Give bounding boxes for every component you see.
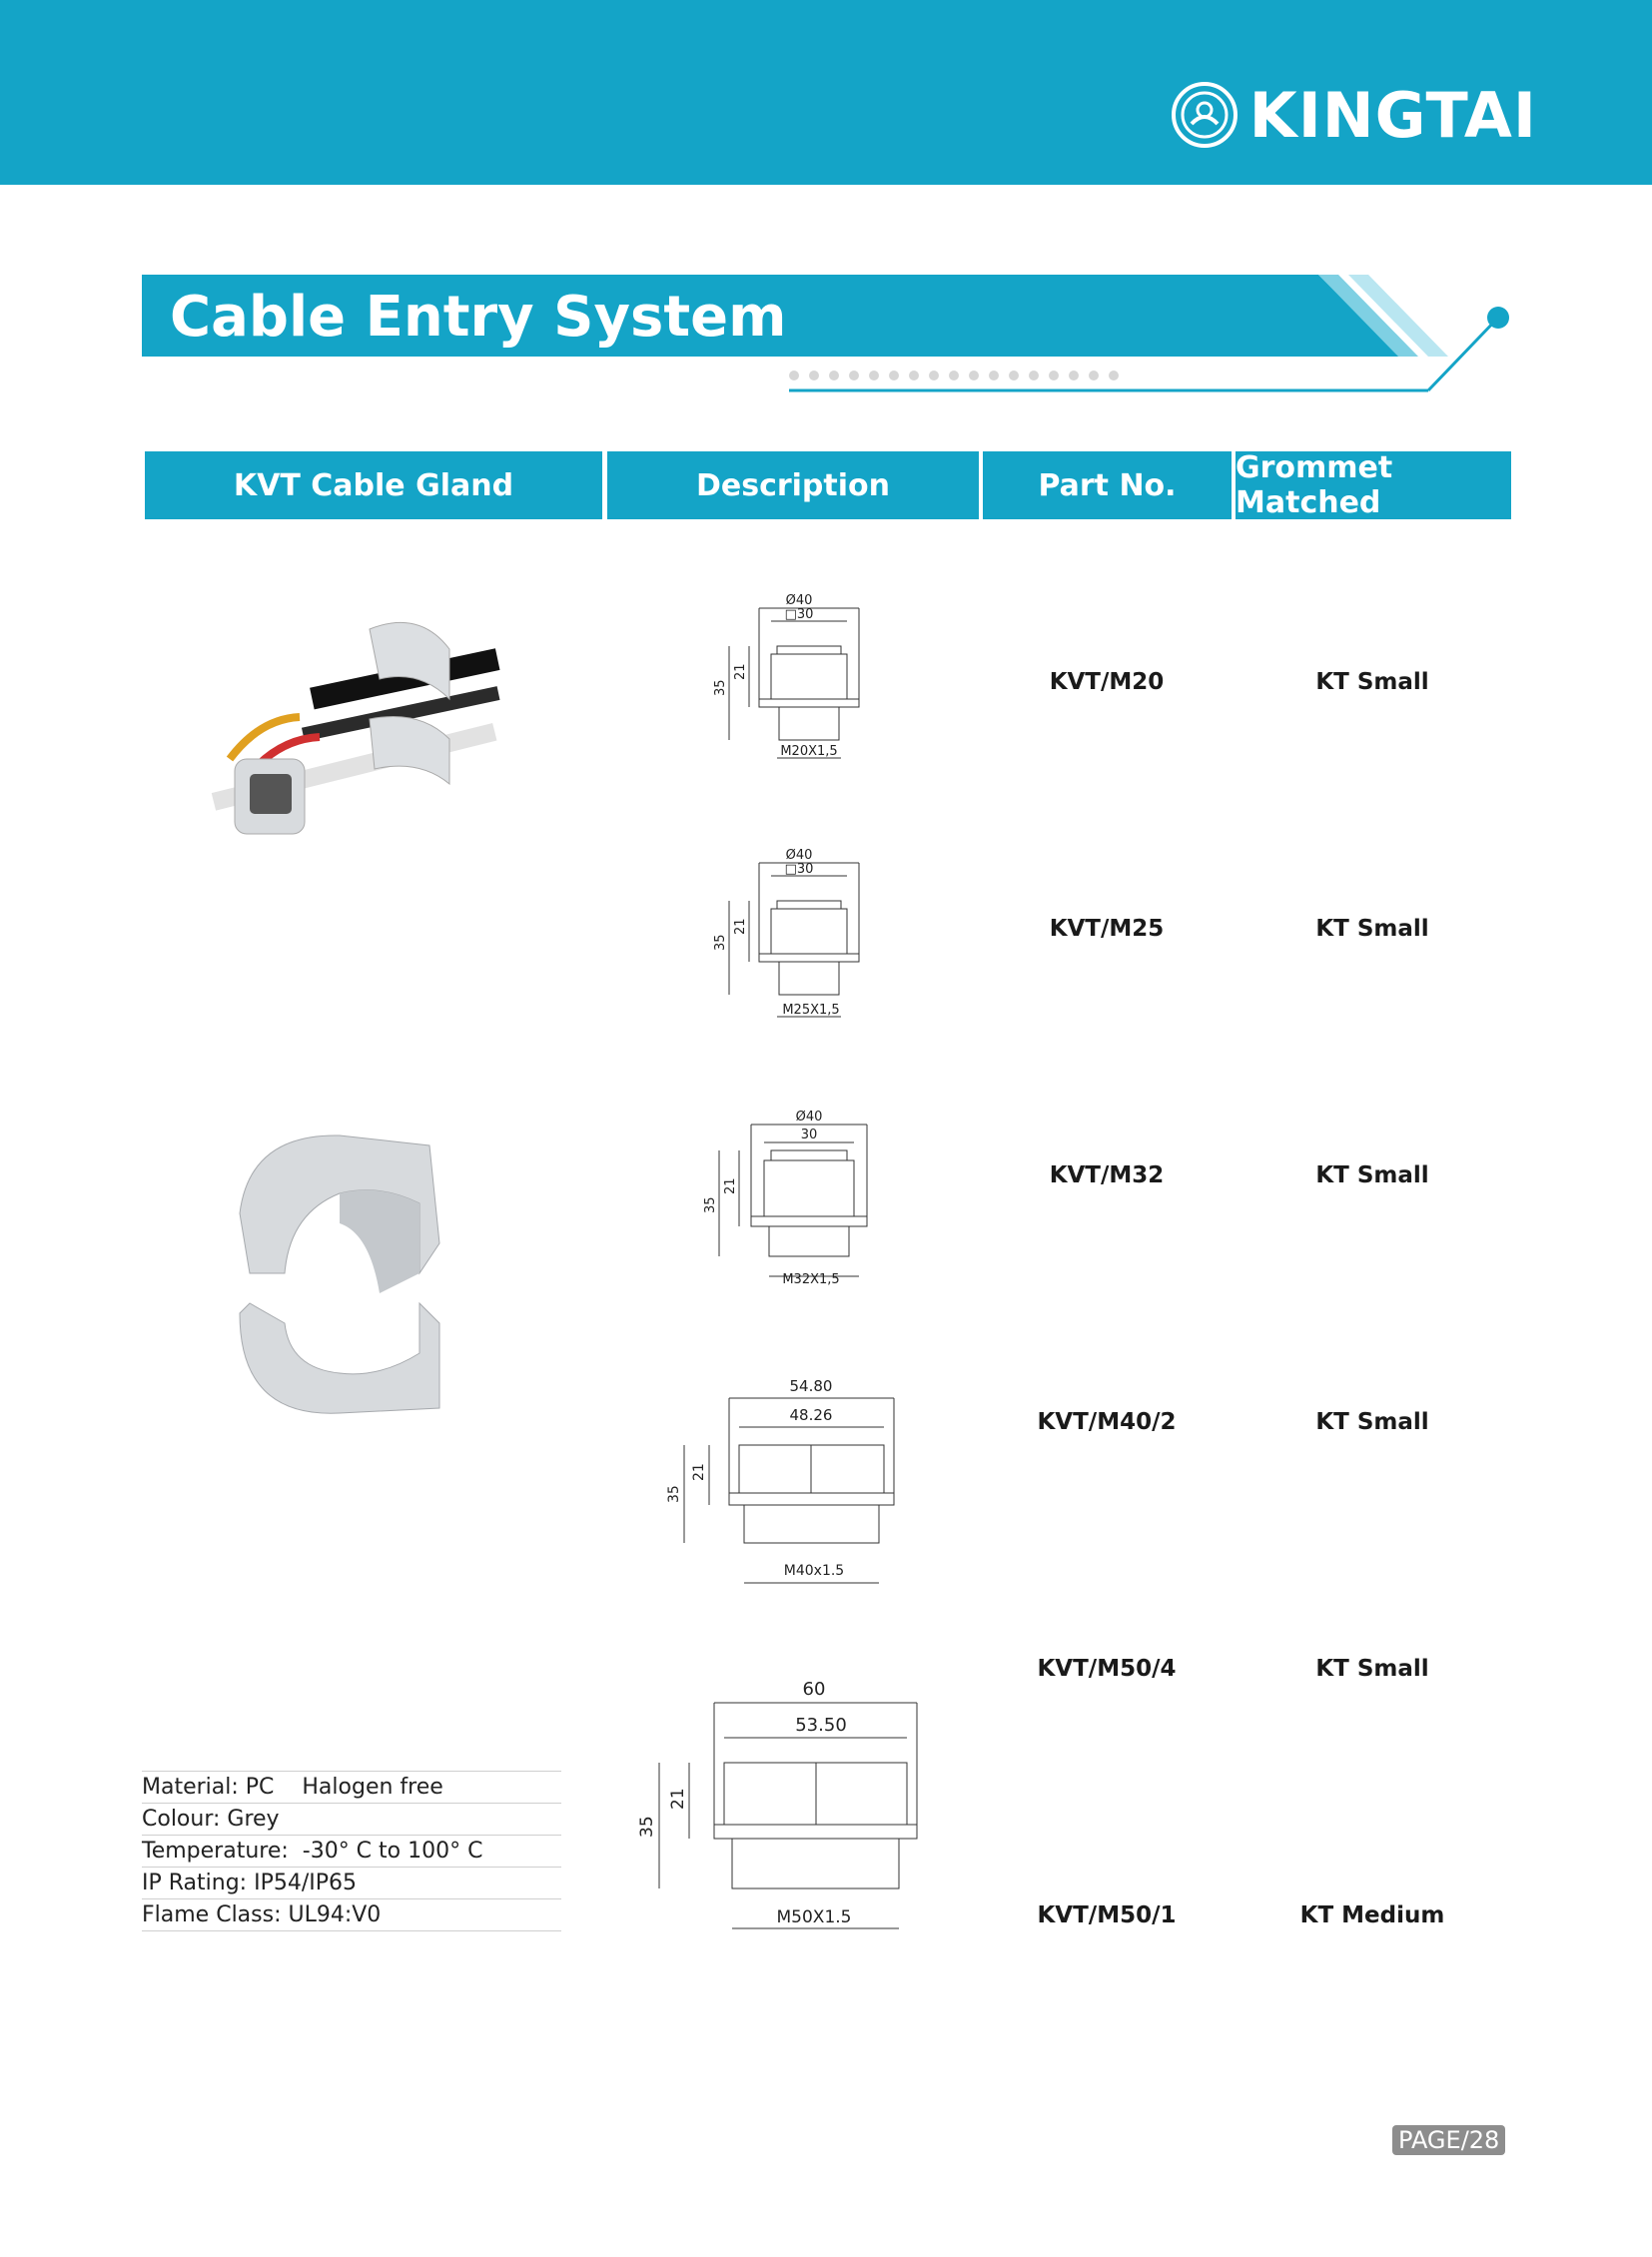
part-no-m50-1: KVT/M50/1 — [1037, 1902, 1177, 1928]
grommet-m20: KT Small — [1315, 669, 1429, 695]
drawing-m50-outer: 60 — [802, 1679, 826, 1700]
drawing-m20-step: 21 — [733, 663, 748, 680]
drawing-m40 — [654, 1373, 914, 1593]
column-header-description: Description — [607, 451, 979, 519]
page-number-badge: PAGE/28 — [1392, 2125, 1505, 2155]
drawing-m20-inner: □30 — [784, 607, 814, 622]
grommet-m50-1: KT Medium — [1299, 1902, 1445, 1928]
drawing-m20 — [699, 584, 899, 774]
drawing-m40-height: 35 — [666, 1485, 682, 1503]
part-no-m20: KVT/M20 — [1049, 669, 1165, 695]
drawing-m25-inner: □30 — [784, 862, 814, 877]
drawing-m50-height: 35 — [637, 1816, 657, 1838]
part-no-m32: KVT/M32 — [1049, 1162, 1165, 1188]
brand-name: KINGTAI — [1248, 78, 1537, 152]
drawing-m20-outer: Ø40 — [785, 593, 813, 608]
kingtai-logo-icon — [1170, 80, 1239, 150]
drawing-m25 — [699, 839, 899, 1029]
brand-logo — [1170, 75, 1537, 155]
spec-material: Material: PC Halogen free — [142, 1771, 561, 1804]
drawing-m50-thread: M50X1.5 — [776, 1907, 852, 1927]
drawing-m50-inner: 53.50 — [795, 1715, 847, 1736]
drawing-m25-height: 35 — [713, 934, 728, 951]
drawing-m25-thread: M25X1,5 — [782, 1003, 840, 1018]
drawing-m25-step: 21 — [733, 918, 748, 935]
drawing-m32 — [689, 1099, 899, 1288]
drawing-m20-height: 35 — [713, 679, 728, 696]
spec-colour: Colour: Grey — [142, 1804, 561, 1836]
header-bar — [0, 0, 1652, 185]
column-header-part-no: Part No. — [983, 451, 1232, 519]
drawing-m32-inner: 30 — [800, 1128, 818, 1142]
drawing-m40-outer: 54.80 — [789, 1377, 833, 1395]
part-no-m50-4: KVT/M50/4 — [1037, 1656, 1177, 1682]
cable-gland-photo — [190, 609, 509, 849]
drawing-m40-step: 21 — [691, 1463, 707, 1481]
grommet-m50-4: KT Small — [1315, 1656, 1429, 1682]
grommet-m32: KT Small — [1315, 1162, 1429, 1188]
spec-list — [142, 1771, 561, 1931]
drawing-m40-thread: M40x1.5 — [783, 1563, 845, 1579]
drawing-m32-outer: Ø40 — [795, 1110, 823, 1125]
drawing-m32-thread: M32X1,5 — [782, 1272, 840, 1287]
column-header-cable-gland: KVT Cable Gland — [145, 451, 602, 519]
spec-flame-class: Flame Class: UL94:V0 — [142, 1899, 561, 1931]
spec-temperature: Temperature: -30° C to 100° C — [142, 1836, 561, 1868]
title-decoration — [779, 270, 1518, 399]
drawing-m50-step: 21 — [668, 1788, 688, 1810]
page-title: Cable Entry System — [170, 285, 787, 350]
drawing-m20-thread: M20X1,5 — [780, 744, 838, 759]
drawing-m40-inner: 48.26 — [789, 1406, 833, 1424]
drawing-m25-outer: Ø40 — [785, 848, 813, 863]
part-no-m40-2: KVT/M40/2 — [1037, 1409, 1177, 1435]
split-gland-photo — [230, 1124, 449, 1418]
drawing-m32-height: 35 — [703, 1196, 718, 1213]
column-header-grommet: Grommet Matched — [1236, 451, 1511, 519]
spec-ip-rating: IP Rating: IP54/IP65 — [142, 1868, 561, 1899]
grommet-m25: KT Small — [1315, 916, 1429, 942]
grommet-m40-2: KT Small — [1315, 1409, 1429, 1435]
part-no-m25: KVT/M25 — [1049, 916, 1165, 942]
drawing-m50 — [634, 1673, 924, 1937]
drawing-m32-step: 21 — [723, 1177, 738, 1194]
